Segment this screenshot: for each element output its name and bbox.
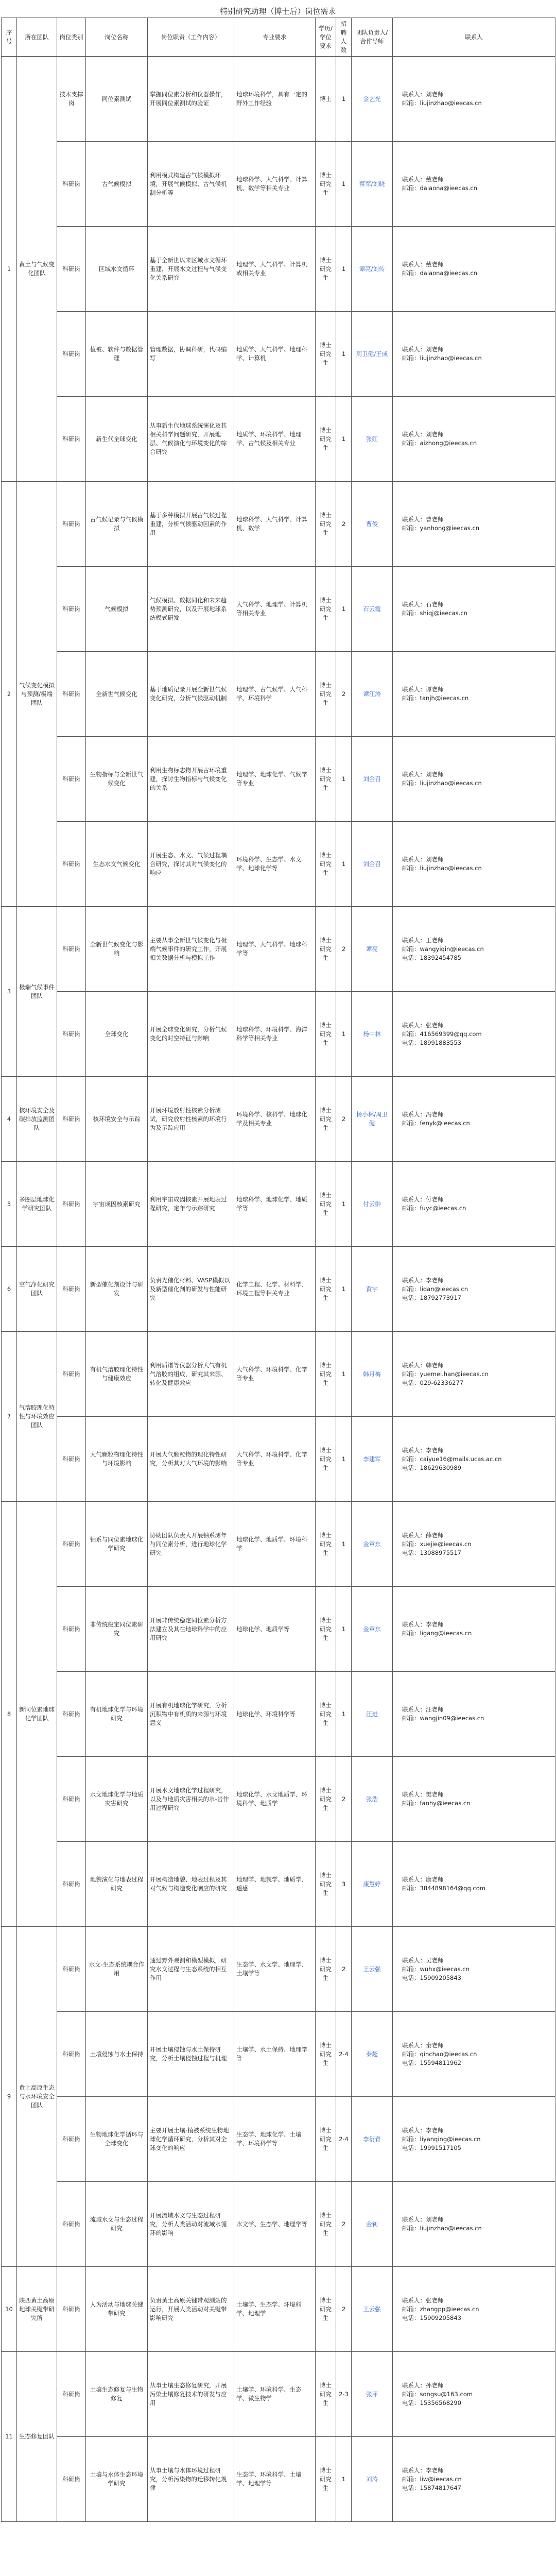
header-row: [2, 18, 555, 57]
row-number-cell: 9: [2, 1927, 17, 2267]
row-number-cell: 5: [2, 1162, 17, 1247]
column-header: 招聘人数: [336, 18, 352, 57]
table-row: [2, 1672, 555, 1757]
position-name-cell: 铀系与同位素地球化学研究: [86, 1502, 148, 1587]
team-cell: 黄土高原生态与水环境安全团队: [17, 1927, 57, 2267]
duties-cell: 开展水文地球化学过程研究，以及与地质灾害相关的水-岩作用过程研究: [148, 1757, 234, 1842]
row-number-cell: 7: [2, 1332, 17, 1502]
degree-cell: 博士研究生: [316, 652, 336, 737]
category-cell: 科研岗: [57, 2012, 86, 2097]
team-leader-cell: 付云翀: [352, 1162, 393, 1247]
table-row: [2, 822, 555, 907]
team-leader-cell: 石云霞: [352, 567, 393, 652]
table-row: [2, 1332, 555, 1417]
position-name-cell: 植被、软件与数据管理: [86, 312, 148, 397]
category-cell: 科研岗: [57, 822, 86, 907]
duties-cell: 通过野外观测和模型模拟，研究水文过程与生态系统的相互作用: [148, 1927, 234, 2012]
contact-cell: 联系人：李老师 邮箱：ligang@ieecas.cn: [393, 1587, 555, 1672]
headcount-cell: 1: [336, 1587, 352, 1672]
degree-cell: 博士研究生: [316, 1077, 336, 1162]
contact-cell: 联系人：李老师 邮箱：liyanqing@ieecas.cn 电话：19991517105: [393, 2097, 555, 2182]
major-requirement-cell: 地球科学、大气科学、计算机、数学等相关专业: [234, 142, 316, 227]
major-requirement-cell: 环境科学、核科学、地球化学及相关专业: [234, 1077, 316, 1162]
team-leader-cell: 谭江涛: [352, 652, 393, 737]
contact-cell: 联系人：吴老师 邮箱：wuhx@ieecas.cn 电话：15909205843: [393, 1927, 555, 2012]
team-leader-cell: 韩月梅: [352, 1332, 393, 1417]
degree-cell: 博士研究生: [316, 2097, 336, 2182]
column-header: 联系人: [393, 18, 555, 57]
degree-cell: 博士研究生: [316, 482, 336, 567]
team-cell: 极端气候事件团队: [17, 907, 57, 1077]
headcount-cell: 2: [336, 907, 352, 992]
duties-cell: 开展非传统稳定同位素分析方法建立及其在地球科学中的应用研究: [148, 1587, 234, 1672]
duties-cell: 开展生态、水文、气候过程耦合研究，探讨其对气候变化的响应: [148, 822, 234, 907]
position-name-cell: 古气候记录与气候模拟: [86, 482, 148, 567]
team-cell: 生态修复团队: [17, 2352, 57, 2522]
position-name-cell: 核环境安全与示踪: [86, 1077, 148, 1162]
position-name-cell: 生物地球化学循环与全球变化: [86, 2097, 148, 2182]
headcount-cell: 2: [336, 652, 352, 737]
duties-cell: 气候模拟、数据同化和未来趋势预测研究，以及开展地球系统模式研发: [148, 567, 234, 652]
position-name-cell: 土壤与水体生态环境学研究: [86, 2437, 148, 2522]
contact-cell: 联系人：曹老师 邮箱：yanhong@ieecas.cn: [393, 482, 555, 567]
headcount-cell: 1: [336, 1247, 352, 1332]
duties-cell: 从事土壤生态修复研究，开展污染土壤修复技术的研发与应用: [148, 2352, 234, 2437]
contact-cell: 联系人：李老师 邮箱：liw@ieecas.cn 电话：15874817647: [393, 2437, 555, 2522]
category-cell: 科研岗: [57, 1927, 86, 2012]
major-requirement-cell: 地理学、地貌学、地质学、遥感: [234, 1842, 316, 1927]
team-leader-cell: 杨小林/周卫健: [352, 1077, 393, 1162]
degree-cell: 博士: [316, 57, 336, 142]
major-requirement-cell: 大气科学、环境科学、化学等专业: [234, 1417, 316, 1502]
major-requirement-cell: 地球化学、地质学、环境科学: [234, 1502, 316, 1587]
table-row: [2, 312, 555, 397]
degree-cell: 博士研究生: [316, 397, 336, 482]
category-cell: 科研岗: [57, 2437, 86, 2522]
category-cell: 科研岗: [57, 737, 86, 822]
headcount-cell: 2: [336, 2267, 352, 2352]
team-leader-cell: 金章东: [352, 1502, 393, 1587]
category-cell: 科研岗: [57, 1417, 86, 1502]
degree-cell: 博士研究生: [316, 1247, 336, 1332]
headcount-cell: 1: [336, 822, 352, 907]
duties-cell: 开展有机地球化学研究，分析沉积物中有机质的来源与环境意义: [148, 1672, 234, 1757]
contact-cell: 联系人：薛老师 邮箱：xuejie@ieecas.cn 电话：13088975517: [393, 1502, 555, 1587]
category-cell: 科研岗: [57, 1162, 86, 1247]
category-cell: 科研岗: [57, 1587, 86, 1672]
major-requirement-cell: 土壤学、生态学、环境科学、地理学: [234, 2267, 316, 2352]
team-leader-cell: 刘金召: [352, 822, 393, 907]
team-leader-cell: 王云强: [352, 2267, 393, 2352]
contact-cell: 联系人：戴老师 邮箱：daiaona@ieecas.cn: [393, 142, 555, 227]
table-row: [2, 2012, 555, 2097]
table-row: [2, 397, 555, 482]
category-cell: 科研岗: [57, 1672, 86, 1757]
contact-cell: 联系人：付老师 邮箱：fuyc@ieecas.cn: [393, 1162, 555, 1247]
category-cell: 科研岗: [57, 1842, 86, 1927]
duties-cell: 基于全新世以来区域水文循环重建，开展水文过程与气候变化关系研究: [148, 227, 234, 312]
table-row: [2, 652, 555, 737]
major-requirement-cell: 地球科学、环境科学、海洋科学等相关专业: [234, 992, 316, 1077]
position-name-cell: 人为活动与地球关键带研究: [86, 2267, 148, 2352]
major-requirement-cell: 地球化学、地质学等: [234, 1587, 316, 1672]
position-name-cell: 水文-生态系统耦合作用: [86, 1927, 148, 2012]
category-cell: 科研岗: [57, 992, 86, 1077]
headcount-cell: 1: [336, 227, 352, 312]
category-cell: 科研岗: [57, 652, 86, 737]
row-number-cell: 11: [2, 2352, 17, 2522]
degree-cell: 博士研究生: [316, 1587, 336, 1672]
team-cell: 多圈层地球化学研究团队: [17, 1162, 57, 1247]
duties-cell: 利用质谱等仪器分析大气有机气溶胶的组成，研究其来源、转化及健康效应: [148, 1332, 234, 1417]
team-leader-cell: 曹俊: [352, 482, 393, 567]
degree-cell: 博士研究生: [316, 2012, 336, 2097]
table-row: [2, 227, 555, 312]
position-name-cell: 古气候模拟: [86, 142, 148, 227]
duties-cell: 开展土壤侵蚀与水土保持研究，分析土壤侵蚀过程与机理: [148, 2012, 234, 2097]
major-requirement-cell: 生态学、地球化学、土壤学、环境科学等: [234, 2097, 316, 2182]
row-number-cell: 8: [2, 1502, 17, 1927]
column-header: 所在团队: [17, 18, 57, 57]
row-number-cell: 1: [2, 57, 17, 482]
table-row: [2, 1842, 555, 1927]
headcount-cell: 1: [336, 2437, 352, 2522]
contact-cell: 联系人：刘老师 邮箱：liujinzhao@ieecas.cn: [393, 2182, 555, 2267]
contact-cell: 联系人：刘老师 邮箱：liujinzhao@ieecas.cn: [393, 737, 555, 822]
major-requirement-cell: 地理学、大气科学、地球科学等: [234, 907, 316, 992]
table-row: [2, 57, 555, 142]
contact-cell: 联系人：樊老师 邮箱：fanhy@ieecas.cn: [393, 1757, 555, 1842]
contact-cell: 联系人：谭老师 邮箱：tanjh@ieecas.cn: [393, 652, 555, 737]
table-row: [2, 2182, 555, 2267]
position-name-cell: 新生代全球变化: [86, 397, 148, 482]
team-cell: 新同位素地球化学团队: [17, 1502, 57, 1927]
duties-cell: 开展构造地貌、地表过程及其对气候与构造变化响应的研究: [148, 1842, 234, 1927]
team-leader-cell: 谭亮/刘传: [352, 227, 393, 312]
headcount-cell: 2: [336, 1077, 352, 1162]
position-name-cell: 宇宙成因核素研究: [86, 1162, 148, 1247]
degree-cell: 博士研究生: [316, 1842, 336, 1927]
duties-cell: 开展流域水文与生态过程研究，分析人类活动对流域水循环的影响: [148, 2182, 234, 2267]
headcount-cell: 2: [336, 2182, 352, 2267]
major-requirement-cell: 地球科学、大气科学、计算机、数学: [234, 482, 316, 567]
major-requirement-cell: 地球科学、地球化学、地质学等: [234, 1162, 316, 1247]
degree-cell: 博士研究生: [316, 1757, 336, 1842]
degree-cell: 博士研究生: [316, 567, 336, 652]
duties-cell: 利用宇宙成因核素开展地表过程研究，定年与示踪研究: [148, 1162, 234, 1247]
contact-cell: 联系人：汪老师 邮箱：wangjin09@ieecas.cn: [393, 1672, 555, 1757]
headcount-cell: 1: [336, 1672, 352, 1757]
major-requirement-cell: 地质学、大气科学、地理科学、计算机: [234, 312, 316, 397]
team-cell: 气候变化模拟与预测/极端团队: [17, 482, 57, 907]
category-cell: 科研岗: [57, 1247, 86, 1332]
duties-cell: 开展环境放射性核素分析测试，研究放射性核素的环境行为及示踪应用: [148, 1077, 234, 1162]
headcount-cell: 1: [336, 567, 352, 652]
table-body: [2, 57, 555, 2522]
position-name-cell: 非传统稳定同位素研究: [86, 1587, 148, 1672]
category-cell: 科研岗: [57, 227, 86, 312]
duties-cell: 管理数据，协调科研，代码编写: [148, 312, 234, 397]
team-leader-cell: 王云强: [352, 1927, 393, 2012]
major-requirement-cell: 土壤学、水土保持、地理学等: [234, 2012, 316, 2097]
headcount-cell: 1: [336, 1417, 352, 1502]
team-leader-cell: 金章东: [352, 1587, 393, 1672]
row-number-cell: 4: [2, 1077, 17, 1162]
table-row: [2, 1927, 555, 2012]
team-leader-cell: 金艺光: [352, 57, 393, 142]
major-requirement-cell: 环境科学、生态学、水文学、地球化学等: [234, 822, 316, 907]
contact-cell: 联系人：张老师 邮箱：zhangpp@ieecas.cn 电话：15909205843: [393, 2267, 555, 2352]
table-row: [2, 482, 555, 567]
major-requirement-cell: 化学工程、化学、材料学、环境工程等相关专业: [234, 1247, 316, 1332]
category-cell: 科研岗: [57, 397, 86, 482]
team-leader-cell: 秦超: [352, 2012, 393, 2097]
table-header: [2, 18, 555, 57]
position-name-cell: 新型催化剂设计与研发: [86, 1247, 148, 1332]
category-cell: 科研岗: [57, 907, 86, 992]
position-name-cell: 全球变化: [86, 992, 148, 1077]
duties-cell: 开展全球变化研究，分析气候变化的时空特征与影响: [148, 992, 234, 1077]
column-header: 团队负责人/合作导师: [352, 18, 393, 57]
degree-cell: 博士研究生: [316, 1927, 336, 2012]
contact-cell: 联系人：张老师 邮箱：416569399@qq.com 电话：18991883553: [393, 992, 555, 1077]
position-name-cell: 有机地球化学与环境研究: [86, 1672, 148, 1757]
position-name-cell: 土壤侵蚀与水土保持: [86, 2012, 148, 2097]
headcount-cell: 1: [336, 992, 352, 1077]
contact-cell: 联系人：刘老师 邮箱：aizhong@ieecas.cn: [393, 397, 555, 482]
degree-cell: 博士研究生: [316, 1332, 336, 1417]
contact-cell: 联系人：孙老师 邮箱：songsu@163.com 电话：15356568290: [393, 2352, 555, 2437]
degree-cell: 博士研究生: [316, 2352, 336, 2437]
contact-cell: 联系人：王老师 邮箱：wangyiqin@ieecas.cn 电话：18392454785: [393, 907, 555, 992]
major-requirement-cell: 地理学、古气候学、大气科学、环境科学: [234, 652, 316, 737]
headcount-cell: 2-4: [336, 2097, 352, 2182]
degree-cell: 博士研究生: [316, 2267, 336, 2352]
major-requirement-cell: 大气科学、环境科学、化学等专业: [234, 1332, 316, 1417]
team-leader-cell: 张萍: [352, 2352, 393, 2437]
column-header: 岗位名称: [86, 18, 148, 57]
headcount-cell: 2: [336, 1757, 352, 1842]
position-name-cell: 同位素测试: [86, 57, 148, 142]
team-leader-cell: 康慧婷: [352, 1842, 393, 1927]
degree-cell: 博士研究生: [316, 1417, 336, 1502]
row-number-cell: 3: [2, 907, 17, 1077]
team-leader-cell: 金钊: [352, 2182, 393, 2267]
category-cell: 科研岗: [57, 1757, 86, 1842]
position-name-cell: 地貌演化与地表过程研究: [86, 1842, 148, 1927]
degree-cell: 博士研究生: [316, 992, 336, 1077]
duties-cell: 主要从事全新世气候变化与极端气候事件的研究工作，开展相关数据分析与模拟工作: [148, 907, 234, 992]
degree-cell: 博士研究生: [316, 312, 336, 397]
duties-cell: 负责黄土高原关键带观测站的运行，开展人类活动对关键带影响研究: [148, 2267, 234, 2352]
contact-cell: 联系人：李老师 邮箱：lidan@ieecas.cn 电话：18792773917: [393, 1247, 555, 1332]
position-name-cell: 生态水文气候变化: [86, 822, 148, 907]
duties-cell: 开展大气颗粒物的理化特性研究，分析其对大气环境的影响: [148, 1417, 234, 1502]
degree-cell: 博士研究生: [316, 1502, 336, 1587]
team-leader-cell: 周卫健/王成: [352, 312, 393, 397]
position-name-cell: 生物指标与全新世气候变化: [86, 737, 148, 822]
position-name-cell: 全新世气候变化与影响: [86, 907, 148, 992]
headcount-cell: 1: [336, 142, 352, 227]
column-header: 专业要求: [234, 18, 316, 57]
headcount-cell: 1: [336, 397, 352, 482]
team-leader-cell: 谭亮: [352, 907, 393, 992]
degree-cell: 博士研究生: [316, 1162, 336, 1247]
category-cell: 技术支撑岗: [57, 57, 86, 142]
major-requirement-cell: 地理学、地球化学、气候学等专业: [234, 737, 316, 822]
degree-cell: 博士研究生: [316, 822, 336, 907]
degree-cell: 博士研究生: [316, 142, 336, 227]
row-number-cell: 2: [2, 482, 17, 907]
column-header: 岗位类别: [57, 18, 86, 57]
duties-cell: 掌握同位素分析和仪器操作，开展同位素测试的验证: [148, 57, 234, 142]
team-leader-cell: 黄宇: [352, 1247, 393, 1332]
degree-cell: 博士研究生: [316, 227, 336, 312]
category-cell: 科研岗: [57, 1077, 86, 1162]
major-requirement-cell: 生态学、环境科学、土壤学、地理学等: [234, 2437, 316, 2522]
team-leader-cell: 张浩: [352, 1757, 393, 1842]
row-number-cell: 6: [2, 1247, 17, 1332]
team-leader-cell: 刘金召: [352, 737, 393, 822]
job-table: [1, 18, 555, 2522]
contact-cell: 联系人：冯老师 邮箱：fenyk@ieecas.cn: [393, 1077, 555, 1162]
degree-cell: 博士研究生: [316, 2437, 336, 2522]
category-cell: 科研岗: [57, 1332, 86, 1417]
table-row: [2, 2437, 555, 2522]
table-row: [2, 1417, 555, 1502]
position-name-cell: 水文地球化学与地质灾害研究: [86, 1757, 148, 1842]
duties-cell: 基于多种模拟开展古气候过程重建，分析气候驱动因素的作用: [148, 482, 234, 567]
major-requirement-cell: 地球环境科学，具有一定的野外工作经验: [234, 57, 316, 142]
headcount-cell: 1: [336, 312, 352, 397]
team-leader-cell: 张红: [352, 397, 393, 482]
headcount-cell: 1: [336, 1332, 352, 1417]
column-header: 序号: [2, 18, 17, 57]
contact-cell: 联系人：韩老师 邮箱：yuemei.han@ieecas.cn 电话：029-62336277: [393, 1332, 555, 1417]
table-row: [2, 1162, 555, 1247]
headcount-cell: 1: [336, 1502, 352, 1587]
team-cell: 陕西黄土高原地球关键带研究所: [17, 2267, 57, 2352]
degree-cell: 博士研究生: [316, 737, 336, 822]
team-cell: 气溶胶理化特性与环境效应团队: [17, 1332, 57, 1502]
category-cell: 科研岗: [57, 2182, 86, 2267]
contact-cell: 联系人：石老师 邮箱：shiqj@ieecas.cn: [393, 567, 555, 652]
team-cell: 空气净化研究团队: [17, 1247, 57, 1332]
column-header: 学历/学位要求: [316, 18, 336, 57]
major-requirement-cell: 生态学、水文学、地理学、土壤学等: [234, 1927, 316, 2012]
major-requirement-cell: 土壤学、环境科学、生态学、微生物学: [234, 2352, 316, 2437]
category-cell: 科研岗: [57, 142, 86, 227]
table-row: [2, 2352, 555, 2437]
table-row: [2, 2267, 555, 2352]
category-cell: 科研岗: [57, 1502, 86, 1587]
contact-cell: 联系人：刘老师 邮箱：liujinzhao@ieecas.cn: [393, 312, 555, 397]
position-name-cell: 全新世气候变化: [86, 652, 148, 737]
major-requirement-cell: 水文学、生态学、地理学等: [234, 2182, 316, 2267]
table-row: [2, 142, 555, 227]
position-name-cell: 区域水文循环: [86, 227, 148, 312]
category-cell: 科研岗: [57, 2097, 86, 2182]
position-name-cell: 土壤生态修复与生物修复: [86, 2352, 148, 2437]
headcount-cell: 1: [336, 1162, 352, 1247]
row-number-cell: 10: [2, 2267, 17, 2352]
table-row: [2, 1247, 555, 1332]
headcount-cell: 2-3: [336, 2352, 352, 2437]
position-name-cell: 大气颗粒物理化特性与环境影响: [86, 1417, 148, 1502]
major-requirement-cell: 大气科学、地理学、计算机等相关专业: [234, 567, 316, 652]
headcount-cell: 1: [336, 57, 352, 142]
contact-cell: 联系人：李老师 邮箱：caiyue16@mails.ucas.ac.cn 电话：18629630989: [393, 1417, 555, 1502]
headcount-cell: 1: [336, 737, 352, 822]
contact-cell: 联系人：刘老师 邮箱：liujinzhao@ieecas.cn: [393, 57, 555, 142]
table-row: [2, 1077, 555, 1162]
major-requirement-cell: 地理学、大气科学、计算机或相关专业: [234, 227, 316, 312]
team-leader-cell: 杨中林: [352, 992, 393, 1077]
table-row: [2, 1757, 555, 1842]
table-row: [2, 907, 555, 992]
category-cell: 科研岗: [57, 567, 86, 652]
category-cell: 科研岗: [57, 312, 86, 397]
duties-cell: 从事土壤与水体环境过程研究，分析污染物的迁移转化规律: [148, 2437, 234, 2522]
duties-cell: 主要开展土壤-植被系统生物地球化学循环研究，分析其对全球变化的响应: [148, 2097, 234, 2182]
contact-cell: 联系人：康老师 邮箱：3844898164@qq.com: [393, 1842, 555, 1927]
duties-cell: 从事新生代地球系统演化及其相关科学问题研究，开展地层、气候演化与环境变化的综合研究: [148, 397, 234, 482]
table-row: [2, 2097, 555, 2182]
table-row: [2, 1587, 555, 1672]
duties-cell: 协助团队负责人开展铀系测年与同位素分析，进行地球化学研究: [148, 1502, 234, 1587]
table-row: [2, 1502, 555, 1587]
headcount-cell: 2: [336, 1927, 352, 2012]
team-leader-cell: 蔡军/刘晓: [352, 142, 393, 227]
contact-cell: 联系人：戴老师 邮箱：daiaona@ieecas.cn: [393, 227, 555, 312]
page-title: 特别研究助理（博士后）岗位需求: [220, 7, 336, 16]
position-name-cell: 气候模拟: [86, 567, 148, 652]
table-row: [2, 567, 555, 652]
duties-cell: 利用模式构建古气候模拟环境，开展气候模拟、古气候机制分析等: [148, 142, 234, 227]
duties-cell: 利用生物标志物开展古环境重建，探讨生物指标与气候变化的关系: [148, 737, 234, 822]
team-cell: 核环境安全及碳排放监测团队: [17, 1077, 57, 1162]
degree-cell: 博士研究生: [316, 2182, 336, 2267]
duties-cell: 基于地质记录开展全新世气候变化研究，分析气候驱动机制: [148, 652, 234, 737]
category-cell: 科研岗: [57, 2267, 86, 2352]
category-cell: 科研岗: [57, 482, 86, 567]
duties-cell: 负责光催化材料、VASP模拟以及新型催化剂的研发与性能研究: [148, 1247, 234, 1332]
headcount-cell: 2: [336, 482, 352, 567]
position-name-cell: 有机气溶胶理化特性与健康效应: [86, 1332, 148, 1417]
headcount-cell: 2-4: [336, 2012, 352, 2097]
major-requirement-cell: 地质学、环境科学、地理学、古气候及相关专业: [234, 397, 316, 482]
team-leader-cell: 汪进: [352, 1672, 393, 1757]
major-requirement-cell: 地球化学、环境科学等: [234, 1672, 316, 1757]
column-header: 岗位职责（工作内容）: [148, 18, 234, 57]
table-row: [2, 992, 555, 1077]
team-leader-cell: 李衍青: [352, 2097, 393, 2182]
team-cell: 黄土与气候变化团队: [17, 57, 57, 482]
headcount-cell: 3: [336, 1842, 352, 1927]
team-leader-cell: 刘涛: [352, 2437, 393, 2522]
table-row: [2, 737, 555, 822]
degree-cell: 博士研究生: [316, 907, 336, 992]
contact-cell: 联系人：刘老师 邮箱：liujinzhao@ieecas.cn: [393, 822, 555, 907]
degree-cell: 博士研究生: [316, 1672, 336, 1757]
category-cell: 科研岗: [57, 2352, 86, 2437]
team-leader-cell: 李建军: [352, 1417, 393, 1502]
major-requirement-cell: 地球化学、水文地质学、环境科学、地质学: [234, 1757, 316, 1842]
contact-cell: 联系人：秦老师 邮箱：qinchao@ieecas.cn 电话：15594811962: [393, 2012, 555, 2097]
position-name-cell: 流域水文与生态过程研究: [86, 2182, 148, 2267]
